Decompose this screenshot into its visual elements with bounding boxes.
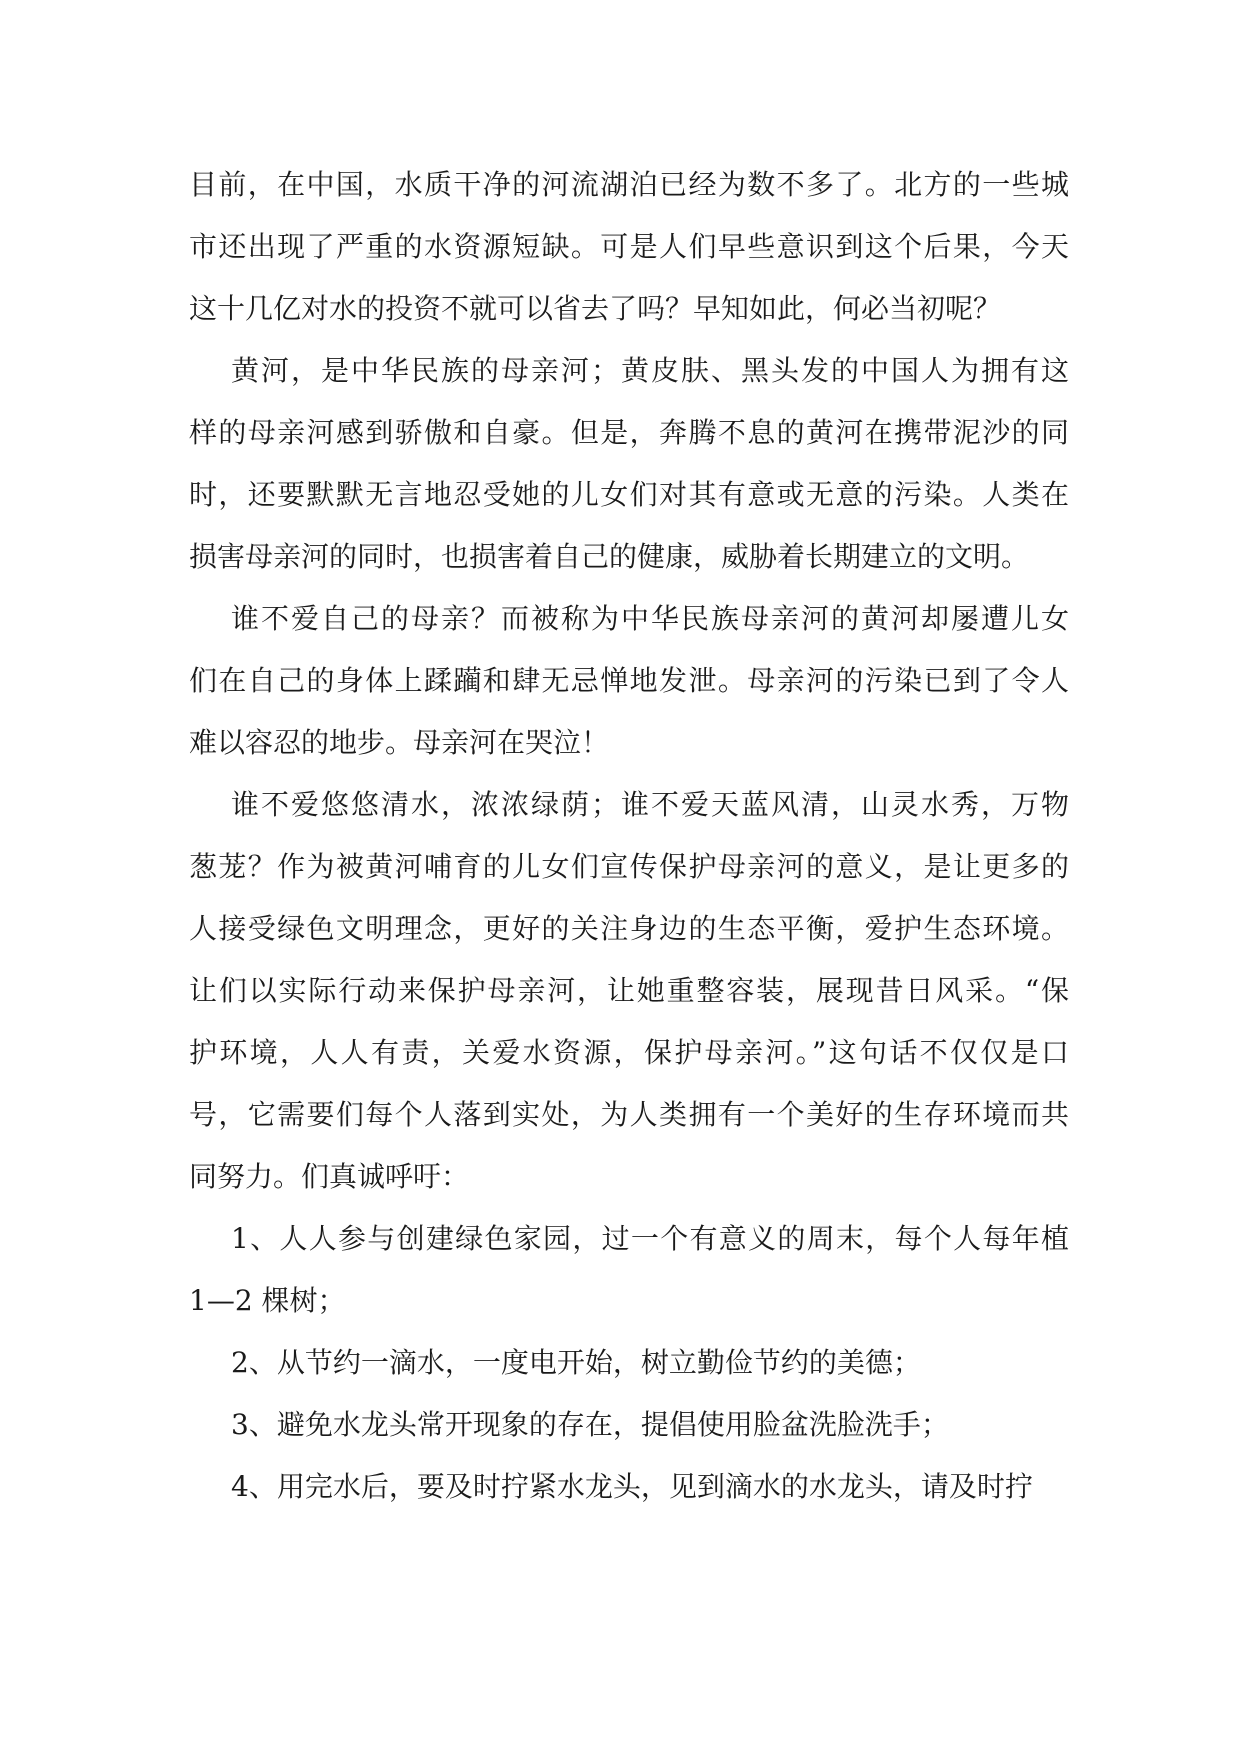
paragraph-line: 3、避免水龙头常开现象的存在，提倡使用脸盆洗脸洗手； [231, 1408, 949, 1441]
paragraph-line: 谁不爱悠悠清水，浓浓绿荫；谁不爱天蓝风清，山灵水秀，万物 [231, 788, 1069, 821]
paragraph [189, 1208, 1069, 1332]
paragraph-line: 让们以实际行动来保护母亲河，让她重整容装，展现昔日风采。“保 [189, 974, 1069, 1007]
paragraph-line: 市还出现了严重的水资源短缺。可是人们早些意识到这个后果，今天 [189, 230, 1069, 263]
paragraph [189, 774, 1069, 1208]
paragraph-line: 4、用完水后，要及时拧紧水龙头，见到滴水的水龙头，请及时拧 [231, 1470, 1033, 1503]
paragraph-line: 黄河，是中华民族的母亲河；黄皮肤、黑头发的中国人为拥有这 [231, 354, 1069, 387]
paragraph-line: 样的母亲河感到骄傲和自豪。但是，奔腾不息的黄河在携带泥沙的同 [189, 416, 1069, 449]
paragraph [189, 340, 1069, 588]
paragraph-line: 人接受绿色文明理念，更好的关注身边的生态平衡，爱护生态环境。 [189, 912, 1069, 945]
paragraph [189, 1332, 1069, 1394]
paragraph [189, 1394, 1069, 1456]
paragraph-line: 1—2 棵树； [189, 1284, 346, 1317]
paragraph-line: 号，它需要们每个人落到实处，为人类拥有一个美好的生存环境而共 [189, 1098, 1069, 1131]
paragraph-line: 时，还要默默无言地忍受她的儿女们对其有意或无意的污染。人类在 [189, 478, 1069, 511]
paragraph-line: 这十几亿对水的投资不就可以省去了吗？早知如此，何必当初呢？ [189, 292, 1002, 325]
document-body [189, 154, 1069, 1518]
paragraph-line: 护环境，人人有责，关爱水资源，保护母亲河。”这句话不仅仅是口 [189, 1036, 1069, 1069]
paragraph [189, 154, 1069, 340]
paragraph-line: 目前，在中国，水质干净的河流湖泊已经为数不多了。北方的一些城 [189, 168, 1069, 201]
paragraph-line: 葱茏？作为被黄河哺育的儿女们宣传保护母亲河的意义，是让更多的 [189, 850, 1069, 883]
paragraph-line: 难以容忍的地步。母亲河在哭泣！ [189, 726, 610, 759]
paragraph-line: 们在自己的身体上蹂躏和肆无忌惮地发泄。母亲河的污染已到了令人 [189, 664, 1069, 697]
paragraph-line: 损害母亲河的同时，也损害着自己的健康，威胁着长期建立的文明。 [189, 540, 1030, 573]
paragraph-line: 谁不爱自己的母亲？而被称为中华民族母亲河的黄河却屡遭儿女 [231, 602, 1069, 635]
paragraph-line: 1、人人参与创建绿色家园，过一个有意义的周末，每个人每年植 [231, 1222, 1069, 1255]
paragraph [189, 588, 1069, 774]
paragraph [189, 1456, 1069, 1518]
paragraph-line: 2、从节约一滴水，一度电开始，树立勤俭节约的美德； [231, 1346, 921, 1379]
paragraph-line: 同努力。们真诚呼吁： [189, 1160, 470, 1193]
